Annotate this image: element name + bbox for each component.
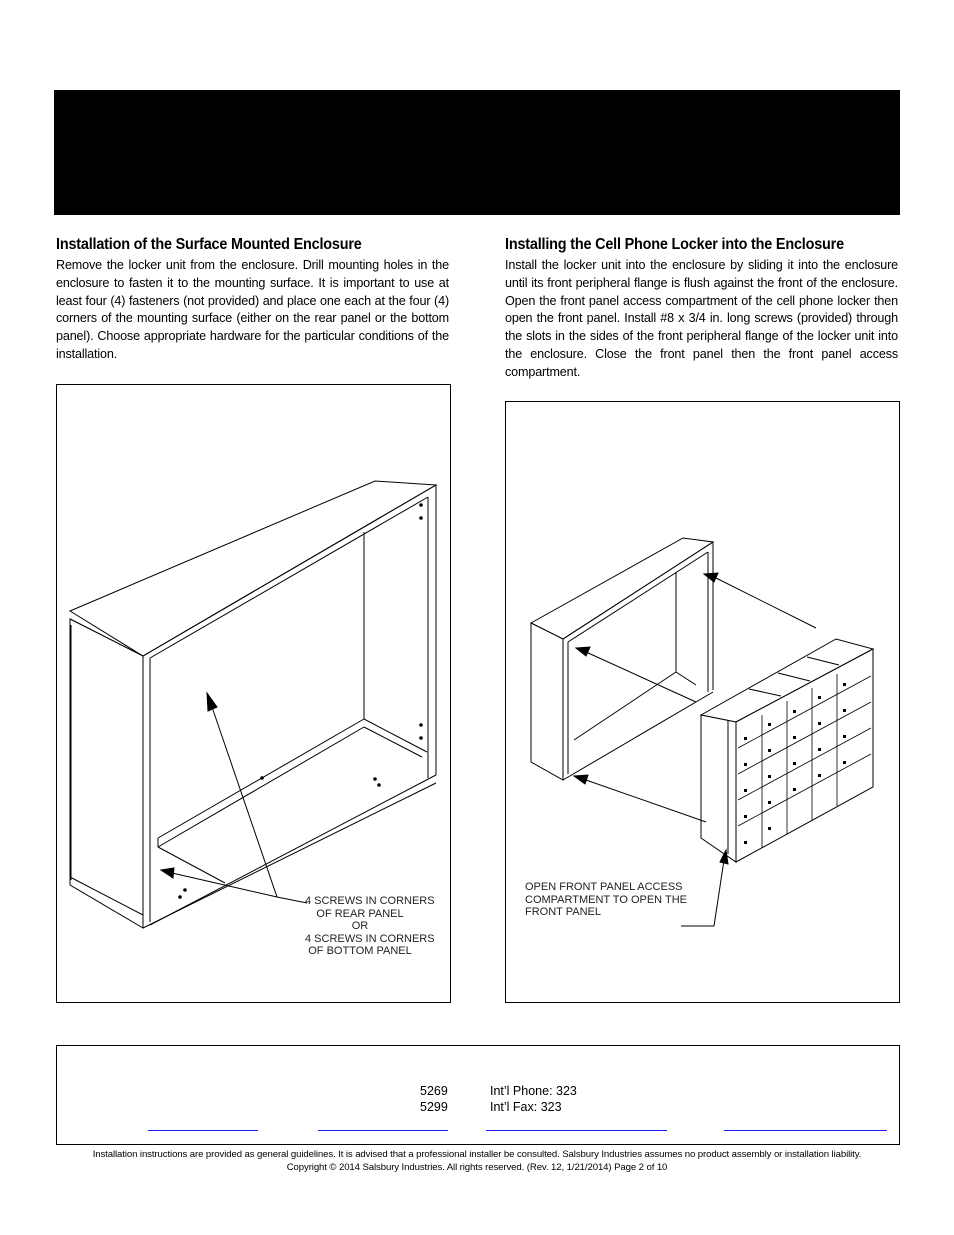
fax-number-suffix: 5299 <box>420 1100 448 1114</box>
left-callout-line-1: 4 SCREWS IN CORNERS <box>305 895 435 907</box>
contact-info-box <box>56 1045 900 1145</box>
left-callout-line-3: OR <box>351 920 369 932</box>
left-callout-line-5: OF BOTTOM PANEL <box>308 945 412 957</box>
left-callout-line-2: OF REAR PANEL <box>316 907 404 920</box>
phone-number-suffix: 5269 <box>420 1084 448 1098</box>
left-section-title: Installation of the Surface Mounted Enclosure <box>56 236 362 253</box>
link-underline-2[interactable] <box>318 1130 448 1131</box>
right-callout-line-1: OPEN FRONT PANEL ACCESS <box>525 881 683 893</box>
right-section <box>505 236 898 382</box>
right-figure-callout <box>525 881 687 919</box>
link-underline-3[interactable] <box>486 1130 667 1131</box>
footer-disclaimer: Installation instructions are provided as general guidelines. It is advised that a professional installer be consulted. Salsbury Industries assumes no product assembly or installation liability. <box>92 1149 862 1160</box>
link-underline-1[interactable] <box>148 1130 258 1131</box>
surface-enclosure-figure <box>56 384 451 1003</box>
left-section-body: Remove the locker unit from the enclosure. Drill mounting holes in the enclosure to fasten it to the mounting surface. It is important to use at least four (4) fasteners (not provided) and place one each at the four (4) corners of the mounting surface (either on the rear panel or the bottom panel). Choose appropriate hardware for the particular conditions of the installation. <box>56 258 449 361</box>
locker-install-figure <box>505 401 900 1003</box>
intl-phone: Int’l Phone: 323 <box>490 1084 577 1098</box>
link-underline-4[interactable] <box>724 1130 887 1131</box>
intl-fax: Int’l Fax: 323 <box>490 1100 562 1114</box>
right-callout-line-3: FRONT PANEL <box>525 906 601 918</box>
left-figure-callout <box>305 895 435 958</box>
right-section-title: Installing the Cell Phone Locker into the Enclosure <box>505 236 844 253</box>
right-section-body: Install the locker unit into the enclosure by sliding it into the enclosure until its front peripheral flange is flush against the front of the enclosure. Open the front panel access compartment of the cell phone locker then open the front panel. Install #8 x 3/4 in. long screws (provided) through the slots in the sides of the front peripheral flange of the locker unit into the enclosure. Close the front panel then the front panel access compartment. <box>505 258 898 379</box>
header-banner <box>54 90 900 215</box>
left-callout-line-4: 4 SCREWS IN CORNERS <box>305 932 435 945</box>
footer-copyright: Copyright © 2014 Salsbury Industries. All rights reserved. (Rev. 12, 1/21/2014) Page 2 of 10 <box>286 1162 668 1173</box>
right-callout-line-2: COMPARTMENT TO OPEN THE <box>525 893 687 906</box>
left-section <box>56 236 449 364</box>
